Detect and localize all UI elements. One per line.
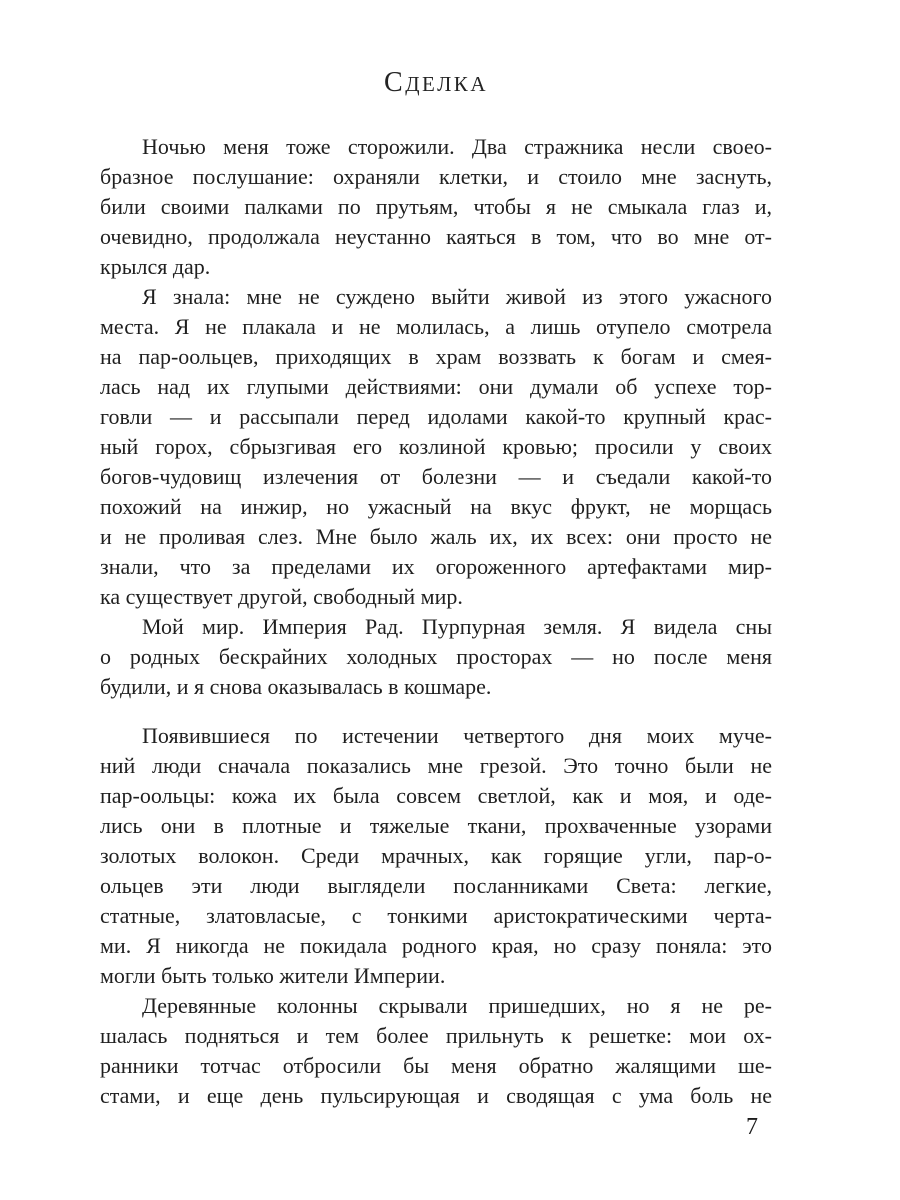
text-line: похожий на инжир, но ужасный на вкус фрукт, не морщась xyxy=(100,494,772,519)
text-block xyxy=(100,132,772,1111)
chapter-title xyxy=(100,62,772,99)
text-line: ний люди сначала показались мне грезой. Это точно были не xyxy=(100,753,772,778)
text-line: крылся дар. xyxy=(100,254,211,279)
paragraph xyxy=(100,612,772,702)
text-line: на пар-оольцев, приходящих в храм воззвать к богам и смея- xyxy=(100,344,772,369)
text-line: Ночью меня тоже сторожили. Два стражника несли своео- xyxy=(142,134,772,159)
text-line: били своими палками по прутьям, чтобы я не смыкала глаз и, xyxy=(100,194,772,219)
text-line: о родных бескрайних холодных просторах — но после меня xyxy=(100,644,772,669)
text-line: Появившиеся по истечении четвертого дня моих муче- xyxy=(142,723,772,748)
text-line: могли быть только жители Империи. xyxy=(100,963,446,988)
text-line: ранники тотчас отбросили бы меня обратно жалящими ше- xyxy=(100,1053,772,1078)
text-line: статные, златовласые, с тонкими аристократическими черта- xyxy=(100,903,772,928)
text-line: места. Я не плакала и не молилась, а лишь отупело смотрела xyxy=(100,314,772,339)
text-line: ми. Я никогда не покидала родного края, но сразу поняла: это xyxy=(100,933,772,958)
text-line: ольцев эти люди выглядели посланниками Света: легкие, xyxy=(100,873,772,898)
text-line: лась над их глупыми действиями: они думали об успехе тор- xyxy=(100,374,772,399)
text-line: ный горох, сбрызгивая его козлиной кровью; просили у своих xyxy=(100,434,772,459)
text-line: очевидно, продолжала неустанно каяться в том, что во мне от- xyxy=(100,224,772,249)
paragraph xyxy=(100,721,772,991)
paragraph xyxy=(100,132,772,282)
text-line: ка существует другой, свободный мир. xyxy=(100,584,463,609)
text-line: Я знала: мне не суждено выйти живой из этого ужасного xyxy=(142,284,772,309)
text-line: лись они в плотные и тяжелые ткани, прохваченные узорами xyxy=(100,813,772,838)
text-line: знали, что за пределами их огороженного артефактами мир- xyxy=(100,554,772,579)
text-line: бразное послушание: охраняли клетки, и стоило мне заснуть, xyxy=(100,164,772,189)
text-line: стами, и еще день пульсирующая и сводящая с ума боль не xyxy=(100,1083,772,1108)
page-number: 7 xyxy=(746,1114,758,1140)
text-line: Деревянные колонны скрывали пришедших, но я не ре- xyxy=(142,993,772,1018)
text-line: будили, и я снова оказывалась в кошмаре. xyxy=(100,674,492,699)
chapter-title-initial: С xyxy=(384,67,406,98)
text-line: Мой мир. Империя Рад. Пурпурная земля. Я видела сны xyxy=(142,614,772,639)
chapter-title-rest: ДЕЛКА xyxy=(405,72,488,96)
paragraph xyxy=(100,282,772,612)
paragraph xyxy=(100,991,772,1111)
text-line: золотых волокон. Среди мрачных, как горящие угли, пар-о- xyxy=(100,843,772,868)
text-line: и не проливая слез. Мне было жаль их, их всех: они просто не xyxy=(100,524,772,549)
text-line: богов-чудовищ излечения от болезни — и съедали какой-то xyxy=(100,464,772,489)
text-line: говли — и рассыпали перед идолами какой-то крупный крас- xyxy=(100,404,772,429)
text-line: шалась подняться и тем более прильнуть к решетке: мои ох- xyxy=(100,1023,772,1048)
text-line: пар-оольцы: кожа их была совсем светлой, как и моя, и оде- xyxy=(100,783,772,808)
